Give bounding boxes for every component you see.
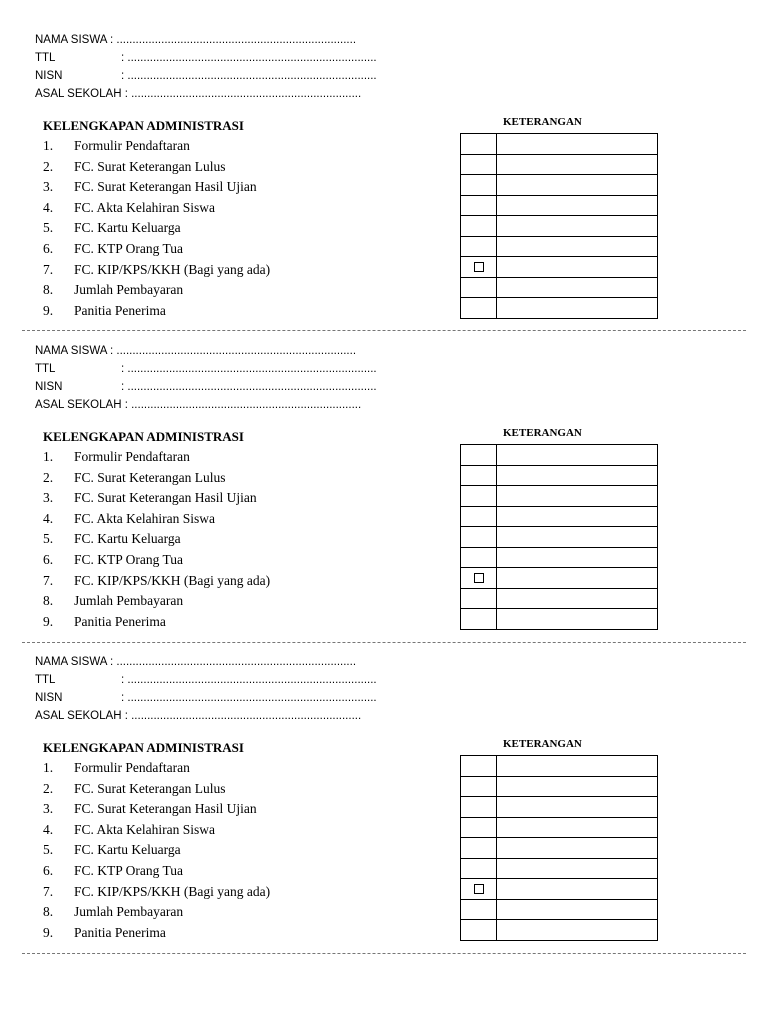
field-label: NAMA SISWA : ...........................................................................: [35, 656, 357, 668]
check-cell[interactable]: [461, 568, 497, 589]
check-cell[interactable]: [461, 547, 497, 568]
check-cell[interactable]: [461, 465, 497, 486]
table-row: [461, 588, 658, 609]
table-row: [461, 277, 658, 298]
check-cell[interactable]: [461, 858, 497, 879]
table-row: [461, 134, 658, 155]
field-label: ASAL SEKOLAH : ........................................................................: [35, 399, 362, 411]
note-cell[interactable]: [497, 527, 658, 548]
field-label: TTL: [35, 674, 56, 686]
table-row: [461, 858, 658, 879]
check-cell[interactable]: [461, 175, 497, 196]
keterangan-title: KETERANGAN: [503, 427, 582, 439]
note-cell[interactable]: [497, 776, 658, 797]
field-value: : ..............................................................................: [121, 674, 377, 686]
field-value: : ..............................................................................: [121, 692, 377, 704]
section-heading: KELENGKAPAN ADMINISTRASI: [43, 740, 244, 755]
check-cell[interactable]: [461, 154, 497, 175]
field-value: : ..............................................................................: [121, 381, 377, 393]
check-cell[interactable]: [461, 776, 497, 797]
table-row: [461, 257, 658, 278]
note-cell[interactable]: [497, 899, 658, 920]
note-cell[interactable]: [497, 486, 658, 507]
note-cell[interactable]: [497, 879, 658, 900]
keterangan-table: [460, 755, 658, 941]
check-cell[interactable]: [461, 506, 497, 527]
keterangan-title: KETERANGAN: [503, 116, 582, 128]
table-row: [461, 527, 658, 548]
table-row: [461, 175, 658, 196]
registration-slip-3: NAMA SISWA : ........................................................................... TTL : .............................................................................. NISN : .............................................................................. ASAL SEKOLAH : ........................................................................ KELENGKAPAN ADMINISTRASI 1. Formulir Pendaftaran 2. FC. Surat Keterangan Lulus 3. FC. Surat Keterangan Hasil Ujian 4. FC. Akta Kelahiran Siswa 5. FC. Kartu Keluarga 6. FC. KTP Orang Tua 7. FC. KIP/KPS/KKH (Bagi yang ada) 8. Jumlah Pembayaran 9. Panitia Penerima KETERANGAN: [0, 622, 768, 933]
note-cell[interactable]: [497, 920, 658, 941]
registration-slip-2: NAMA SISWA : ........................................................................... TTL : .............................................................................. NISN : .............................................................................. ASAL SEKOLAH : ........................................................................ KELENGKAPAN ADMINISTRASI 1. Formulir Pendaftaran 2. FC. Surat Keterangan Lulus 3. FC. Surat Keterangan Hasil Ujian 4. FC. Akta Kelahiran Siswa 5. FC. Kartu Keluarga 6. FC. KTP Orang Tua 7. FC. KIP/KPS/KKH (Bagi yang ada) 8. Jumlah Pembayaran 9. Panitia Penerima KETERANGAN: [0, 311, 768, 622]
table-row: [461, 797, 658, 818]
checkbox-icon[interactable]: [474, 262, 484, 272]
table-row: [461, 920, 658, 941]
note-cell[interactable]: [497, 134, 658, 155]
note-cell[interactable]: [497, 277, 658, 298]
field-label: NISN: [35, 692, 63, 704]
check-cell[interactable]: [461, 588, 497, 609]
table-row: [461, 817, 658, 838]
check-cell[interactable]: [461, 277, 497, 298]
table-row: [461, 776, 658, 797]
check-cell[interactable]: [461, 445, 497, 466]
note-cell[interactable]: [497, 465, 658, 486]
field-label: TTL: [35, 363, 56, 375]
section-heading: KELENGKAPAN ADMINISTRASI: [43, 118, 244, 133]
note-cell[interactable]: [497, 797, 658, 818]
table-row: [461, 879, 658, 900]
check-cell[interactable]: [461, 527, 497, 548]
table-row: [461, 154, 658, 175]
checkbox-icon[interactable]: [474, 884, 484, 894]
table-row: [461, 838, 658, 859]
check-cell[interactable]: [461, 216, 497, 237]
table-row: [461, 236, 658, 257]
note-cell[interactable]: [497, 547, 658, 568]
field-value: : ..............................................................................: [121, 52, 377, 64]
note-cell[interactable]: [497, 195, 658, 216]
table-row: [461, 506, 658, 527]
note-cell[interactable]: [497, 236, 658, 257]
check-cell[interactable]: [461, 486, 497, 507]
field-value: : ..............................................................................: [121, 70, 377, 82]
note-cell[interactable]: [497, 588, 658, 609]
note-cell[interactable]: [497, 568, 658, 589]
check-cell[interactable]: [461, 134, 497, 155]
field-label: NAMA SISWA : ...........................................................................: [35, 34, 357, 46]
note-cell[interactable]: [497, 257, 658, 278]
check-cell[interactable]: [461, 879, 497, 900]
field-label: NAMA SISWA : ...........................................................................: [35, 345, 357, 357]
table-row: [461, 568, 658, 589]
note-cell[interactable]: [497, 817, 658, 838]
field-label: NISN: [35, 381, 63, 393]
keterangan-title: KETERANGAN: [503, 738, 582, 750]
cut-line-divider: [22, 953, 746, 954]
keterangan-table: [460, 444, 658, 630]
field-label: ASAL SEKOLAH : ........................................................................: [35, 88, 362, 100]
keterangan-table: [460, 133, 658, 319]
note-cell[interactable]: [497, 154, 658, 175]
checkbox-icon[interactable]: [474, 573, 484, 583]
registration-slip-1: NAMA SISWA : ........................................................................... TTL : .............................................................................. NISN : .............................................................................. ASAL SEKOLAH : ........................................................................ KELENGKAPAN ADMINISTRASI 1. Formulir Pendaftaran 2. FC. Surat Keterangan Lulus 3. FC. Surat Keterangan Hasil Ujian 4. FC. Akta Kelahiran Siswa 5. FC. Kartu Keluarga 6. FC. KTP Orang Tua 7. FC. KIP/KPS/KKH (Bagi yang ada) 8. Jumlah Pembayaran 9. Panitia Penerima KETERANGAN: [0, 0, 768, 311]
table-row: [461, 547, 658, 568]
check-cell[interactable]: [461, 899, 497, 920]
table-row: [461, 486, 658, 507]
note-cell[interactable]: [497, 756, 658, 777]
field-label: NISN: [35, 70, 63, 82]
note-cell[interactable]: [497, 506, 658, 527]
check-cell[interactable]: [461, 236, 497, 257]
section-heading: KELENGKAPAN ADMINISTRASI: [43, 429, 244, 444]
note-cell[interactable]: [497, 216, 658, 237]
check-cell[interactable]: [461, 195, 497, 216]
note-cell[interactable]: [497, 175, 658, 196]
field-label: TTL: [35, 52, 56, 64]
check-cell[interactable]: [461, 257, 497, 278]
field-value: : ..............................................................................: [121, 363, 377, 375]
check-cell[interactable]: [461, 797, 497, 818]
table-row: [461, 445, 658, 466]
table-row: [461, 899, 658, 920]
table-row: [461, 216, 658, 237]
check-cell[interactable]: [461, 920, 497, 941]
field-label: ASAL SEKOLAH : ........................................................................: [35, 710, 362, 722]
check-cell[interactable]: [461, 756, 497, 777]
note-cell[interactable]: [497, 838, 658, 859]
table-row: [461, 756, 658, 777]
note-cell[interactable]: [497, 445, 658, 466]
note-cell[interactable]: [497, 858, 658, 879]
check-cell[interactable]: [461, 817, 497, 838]
table-row: [461, 465, 658, 486]
check-cell[interactable]: [461, 838, 497, 859]
table-row: [461, 195, 658, 216]
